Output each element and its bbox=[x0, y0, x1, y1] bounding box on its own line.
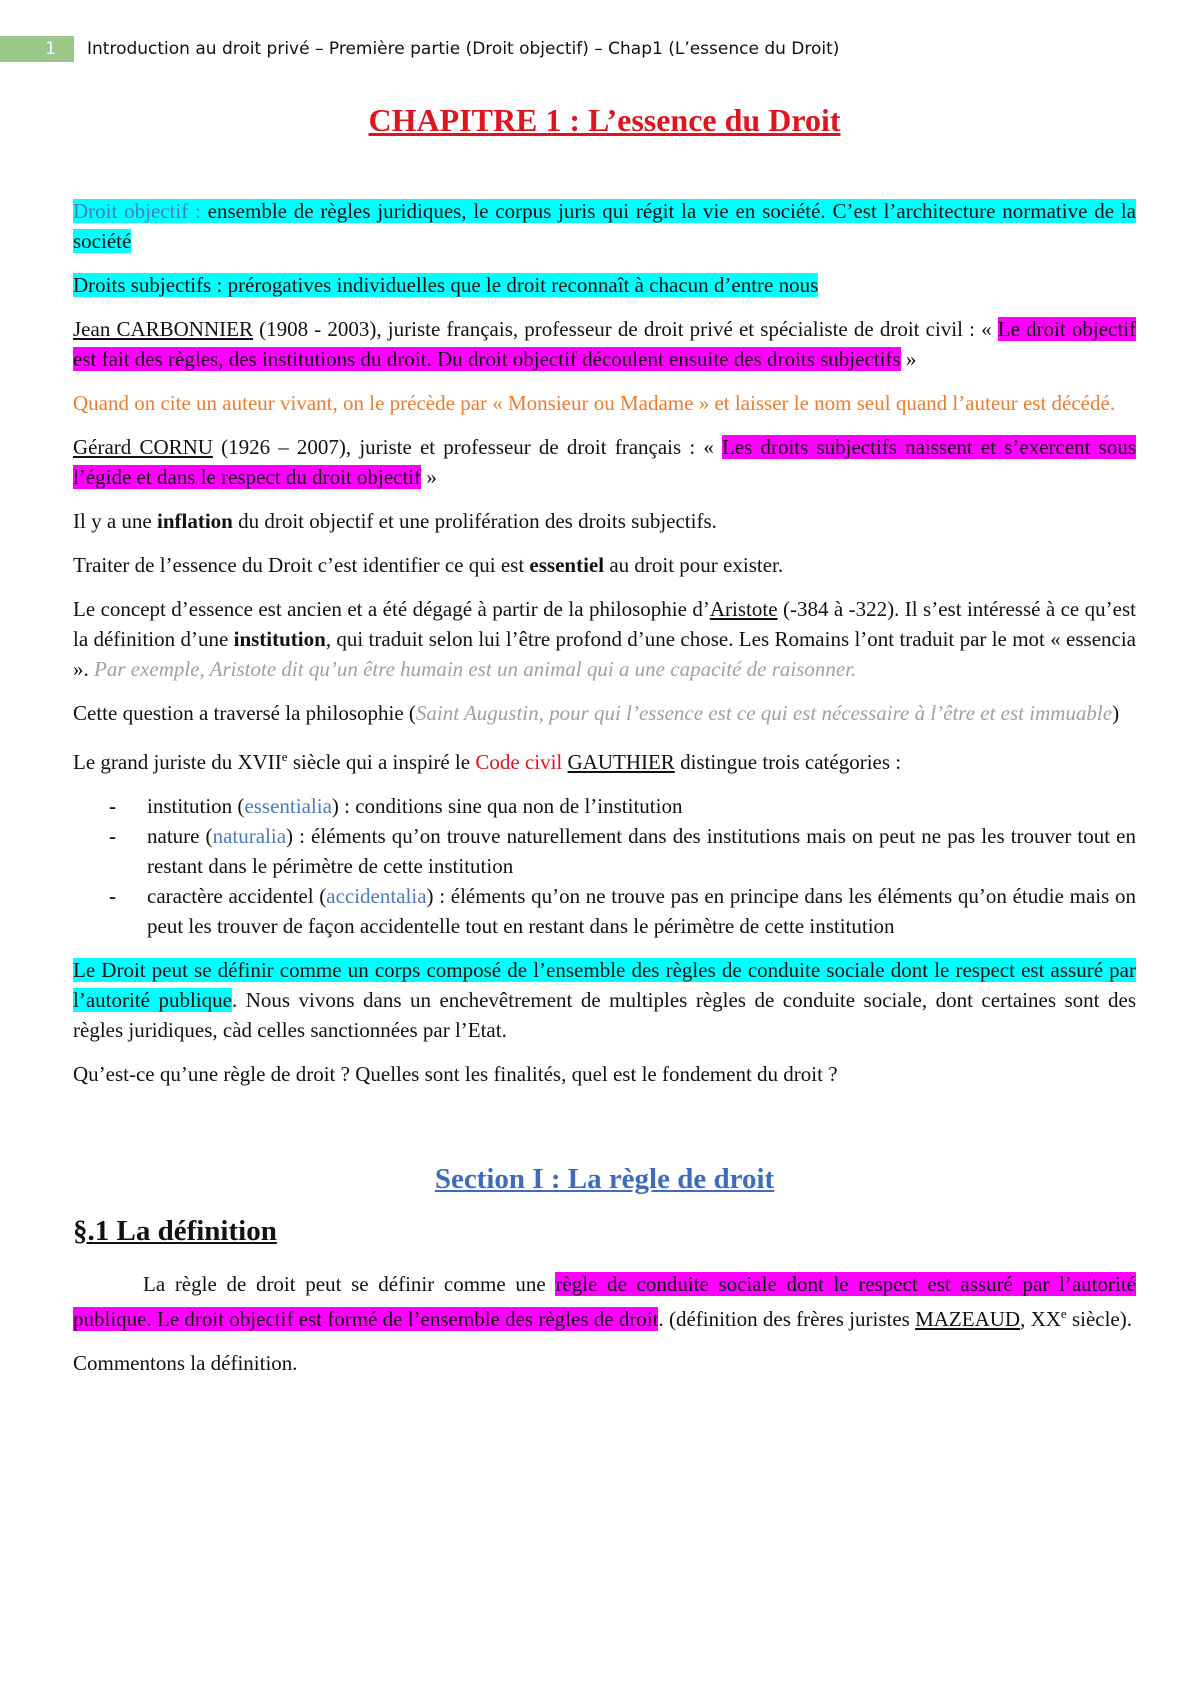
name-gauthier: GAUTHIER bbox=[567, 750, 675, 774]
highlight-definition-droit: Le Droit peut se définir comme un corps composé de l’ensemble des règles de conduite sociale dont le respect est assuré par l’autorité publique bbox=[73, 958, 1136, 1012]
chapter-title bbox=[73, 98, 1136, 142]
paragraph-definition-droit: Le Droit peut se définir comme un corps composé de l’ensemble des règles de conduite sociale dont le respect est assuré par l’autorité publique. Nous vivons dans un enchevêtrement de multiples règles de conduite sociale, dont certaines sont des règles juridiques, càd celles sanctionnées par l’Etat. bbox=[73, 958, 1136, 1042]
list-item: - nature (naturalia) : éléments qu’on trouve naturellement dans des institutions mais on peut ne pas les trouver tout en restant dans le périmètre de cette institution bbox=[109, 824, 1137, 878]
definition-droits-subjectifs: Droits subjectifs : prérogatives individuelles que le droit reconnaît à chacun d’entre nous bbox=[73, 273, 819, 297]
paragraph-droit-objectif bbox=[73, 196, 1136, 256]
paragraph-commentons: Commentons la définition. bbox=[73, 1351, 298, 1375]
paragraph-questions: Qu’est-ce qu’une règle de droit ? Quelles sont les finalités, quel est le fondement du droit ? bbox=[73, 1062, 838, 1086]
chapter-label: CHAPITRE 1 : bbox=[368, 102, 581, 138]
name-mazeaud: MAZEAUD bbox=[915, 1307, 1021, 1331]
paragraph-citation-note: Quand on cite un auteur vivant, on le précède par « Monsieur ou Madame » et laisser le nom seul quand l’auteur est décédé. bbox=[73, 391, 1116, 415]
example-augustin: Saint Augustin, pour qui l’essence est ce qui est nécessaire à l’être et est immuable bbox=[415, 701, 1113, 725]
document-body bbox=[73, 98, 1136, 1392]
page-number: 1 bbox=[0, 36, 74, 62]
quote-cornu: Les droits subjectifs naissent et s’exercent sous l’égide et dans le respect du droit objectif bbox=[73, 435, 1136, 489]
paragraph-carbonnier: Jean CARBONNIER (1908 - 2003), juriste français, professeur de droit privé et spécialiste de droit civil : « Le droit objectif est fait des règles, des institutions du droit. Du droit objectif découlent ensuite des droits subjectifs » bbox=[73, 317, 1137, 371]
quote-carbonnier: Le droit objectif est fait des règles, des institutions du droit. Du droit objectif découlent ensuite des droits subjectifs bbox=[73, 317, 1137, 371]
author-cornu: Gérard CORNU bbox=[73, 435, 213, 459]
paragraph-regle-de-droit: La règle de droit peut se définir comme une règle de conduite sociale dont le respect est assuré par l’autorité publique. Le droit objectif est formé de l’ensemble des règles de droit. (définition des frères juristes MAZEAUD, XXe siècle). bbox=[73, 1272, 1136, 1331]
running-title: Introduction au droit privé – Première partie (Droit objectif) – Chap1 (L’essence du Droit) bbox=[87, 39, 840, 59]
paragraph-essentiel: Traiter de l’essence du Droit c’est identifier ce qui est essentiel au droit pour exister. bbox=[73, 553, 784, 577]
chapter-name: L’essence du Droit bbox=[580, 102, 841, 138]
author-carbonnier: Jean CARBONNIER bbox=[73, 317, 253, 341]
page-header bbox=[0, 36, 1200, 62]
categories-list bbox=[73, 791, 1136, 941]
subsection-title: §.1 La définition bbox=[73, 1215, 277, 1247]
paragraph-gauthier: Le grand juriste du XVIIe siècle qui a inspiré le Code civil GAUTHIER distingue trois catégories : bbox=[73, 749, 902, 774]
paragraph-droits-subjectifs bbox=[73, 270, 1136, 300]
list-item: - caractère accidentel (accidentalia) : éléments qu’on ne trouve pas en principe dans les éléments qu’on étudie mais on peut les trouver de façon accidentelle tout en restant dans le périmètre de cette institution bbox=[109, 884, 1136, 938]
paragraph-aristote: Le concept d’essence est ancien et a été dégagé à partir de la philosophie d’Aristote (-384 à -322). Il s’est intéressé à ce qu’est la définition d’une institution, qui traduit selon lui l’être profond d’une chose. Les Romains l’ont traduit par le mot « essencia ». Par exemple, Aristote dit qu’un être humain est un animal qui a une capacité de raisonner. bbox=[73, 597, 1136, 681]
example-aristote: Par exemple, Aristote dit qu’un être humain est un animal qui a une capacité de raisonner. bbox=[94, 657, 857, 681]
paragraph-inflation: Il y a une inflation du droit objectif et une prolifération des droits subjectifs. bbox=[73, 509, 717, 533]
paragraph-cornu: Gérard CORNU (1926 – 2007), juriste et professeur de droit français : « Les droits subjectifs naissent et s’exercent sous l’égide et dans le respect du droit objectif » bbox=[73, 435, 1136, 489]
term-code-civil: Code civil bbox=[475, 750, 563, 774]
section-title: Section I : La règle de droit bbox=[434, 1163, 775, 1195]
definition-droit-objectif: ensemble de règles juridiques, le corpus juris qui régit la vie en société. C’est l’architecture normative de la société bbox=[73, 199, 1136, 253]
name-aristote: Aristote bbox=[709, 597, 778, 621]
term-droit-objectif: Droit objectif : bbox=[73, 199, 201, 223]
highlight-regle-de-droit: règle de conduite sociale dont le respect est assuré par l’autorité publique. Le droit objectif est formé de l’ensemble des règles de droit bbox=[73, 1272, 1136, 1331]
paragraph-saint-augustin: Cette question a traversé la philosophie (Saint Augustin, pour qui l’essence est ce qui est nécessaire à l’être et est immuable) bbox=[73, 701, 1120, 725]
list-item: - institution (essentialia) : conditions sine qua non de l’institution bbox=[109, 794, 683, 818]
